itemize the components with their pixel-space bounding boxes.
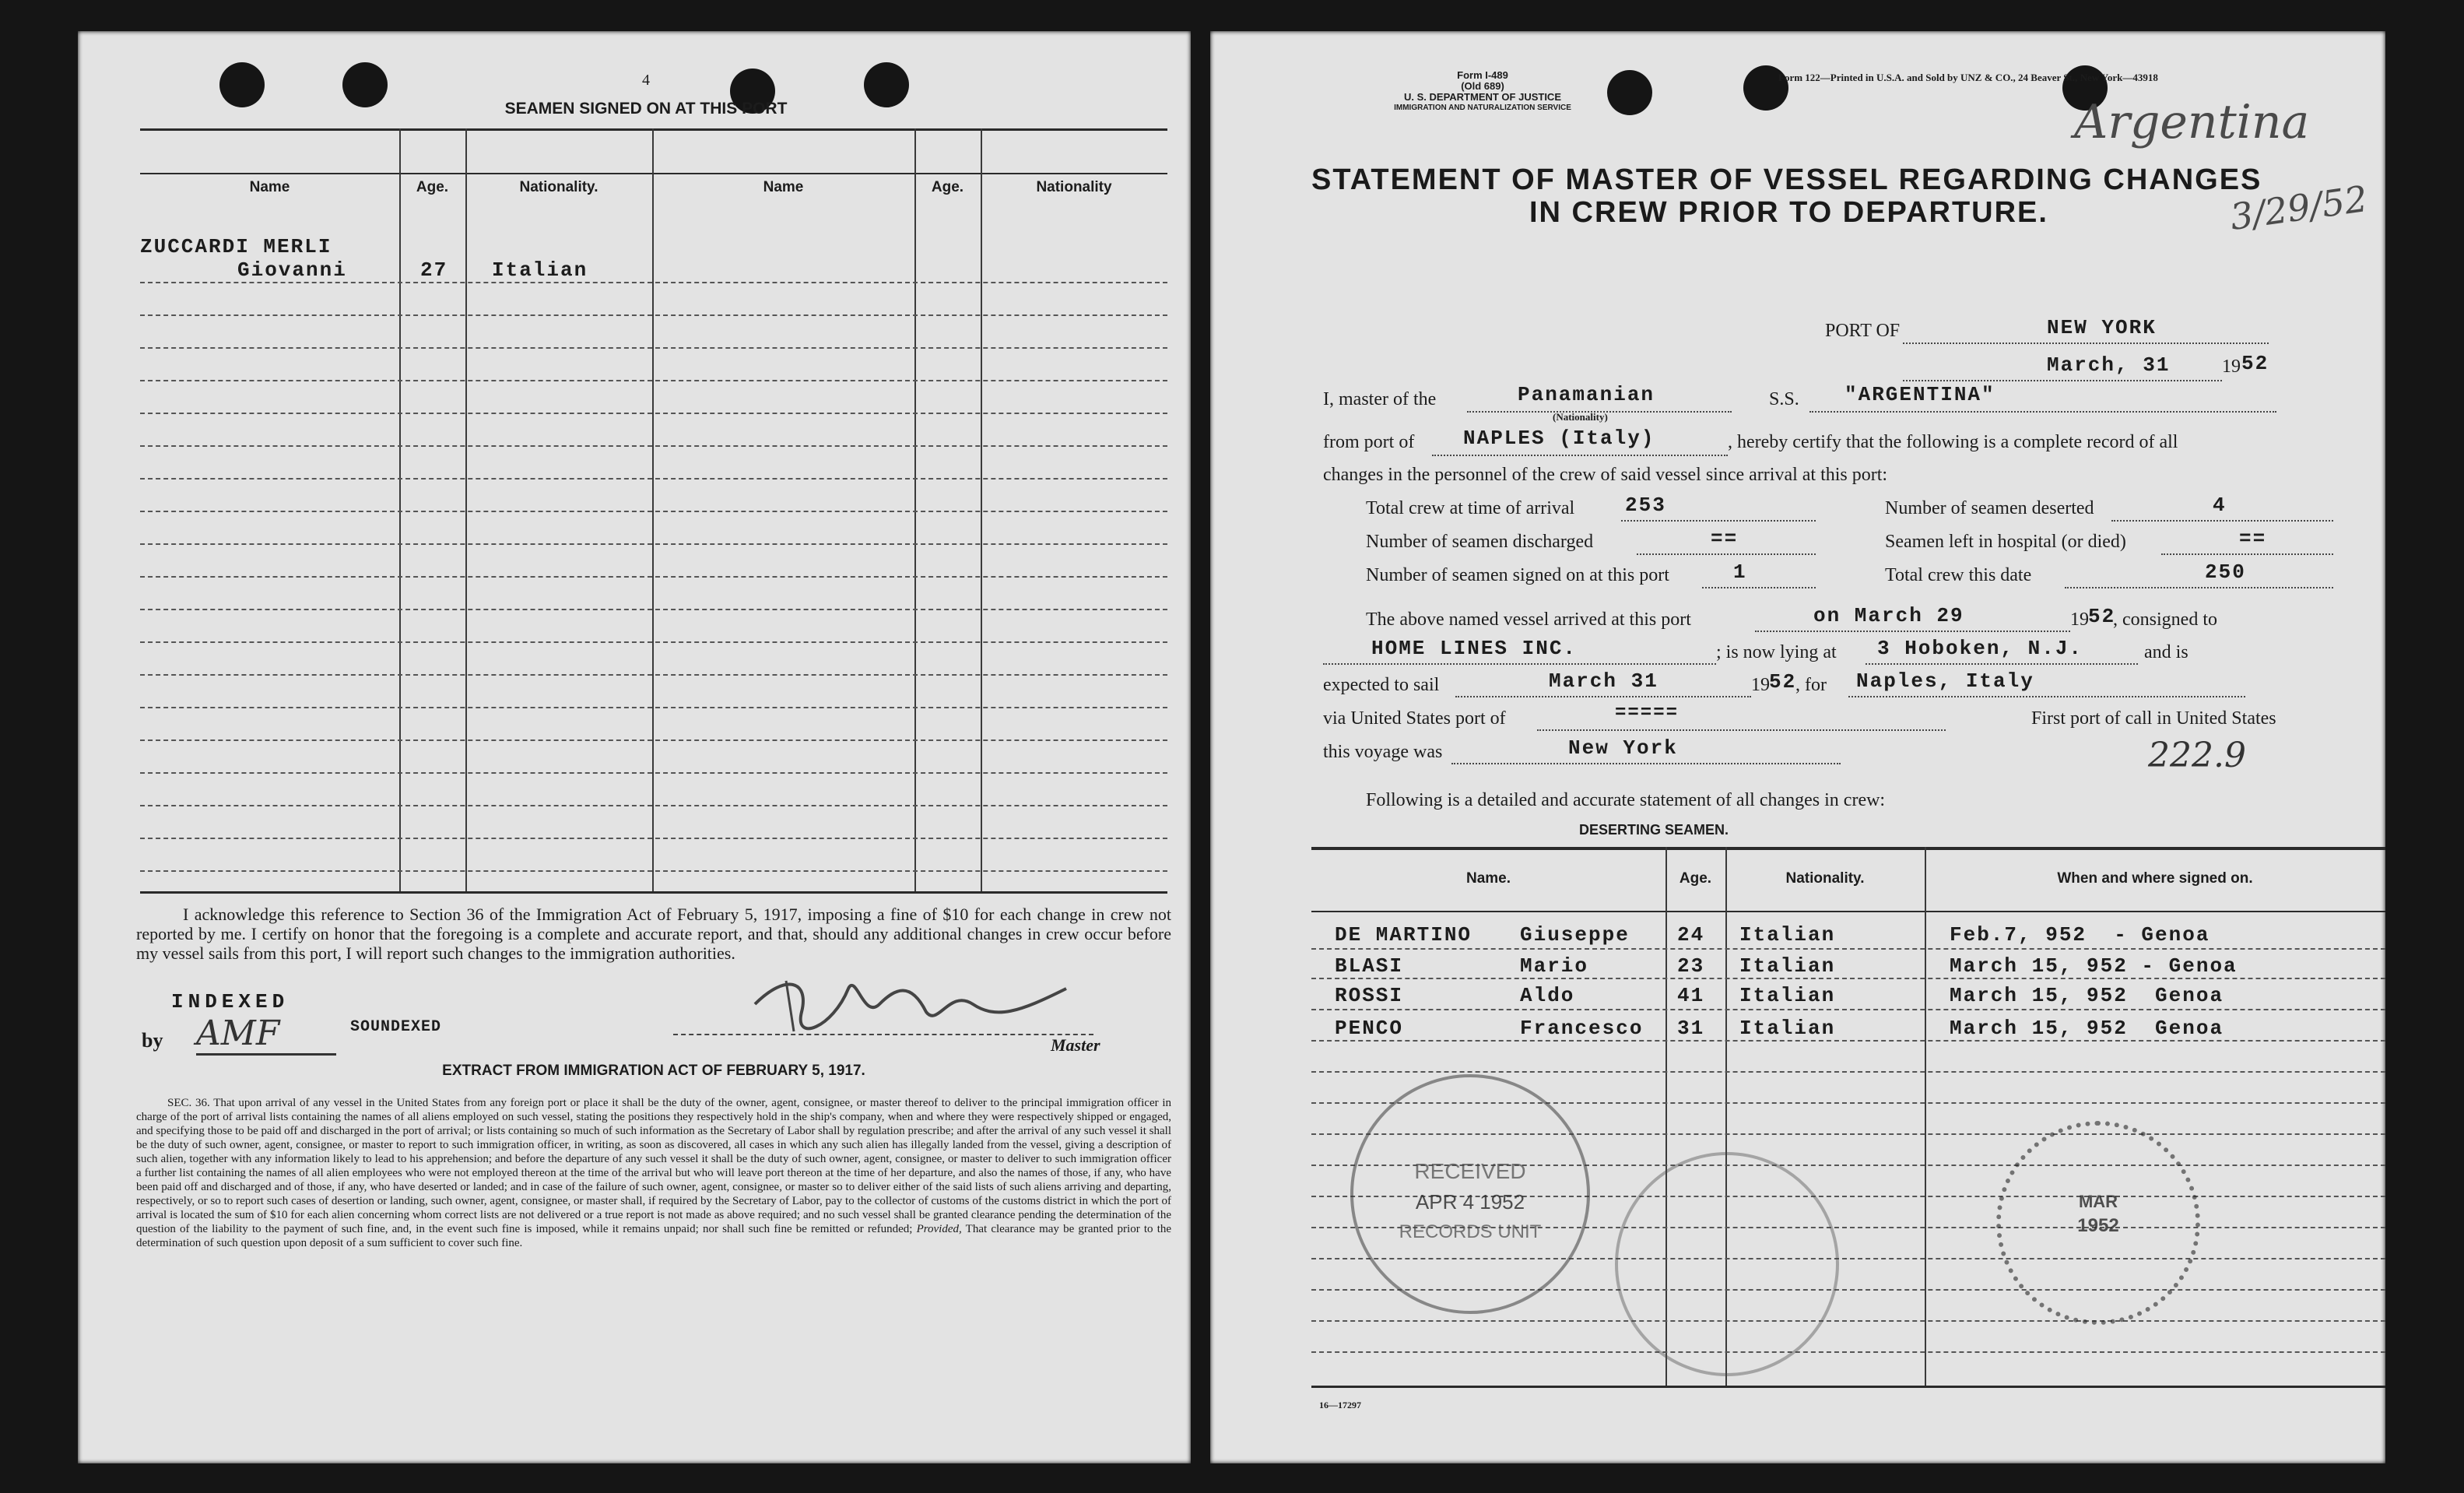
deserted-label: Number of seamen deserted — [1885, 498, 2094, 518]
column-divider — [465, 128, 467, 891]
total-date-label: Total crew this date — [1885, 565, 2032, 585]
deserter-given-name: Aldo — [1520, 984, 1575, 1007]
ship-field — [1809, 383, 2276, 413]
deserters-table-bottom — [1311, 1386, 2385, 1388]
stamp-received-label: RECEIVED — [1414, 1159, 1526, 1183]
deserter-given-name: Francesco — [1520, 1017, 1644, 1040]
expected-label: expected to sail — [1323, 675, 1440, 695]
deserter-nationality: Italian — [1739, 1017, 1836, 1040]
deserter-signed-on: March 15, 952 Genoa — [1950, 984, 2224, 1007]
column-header-when-where: When and where signed on. — [2057, 870, 2253, 887]
deserter-nationality: Italian — [1739, 984, 1836, 1007]
column-divider — [399, 128, 401, 891]
ruled-line — [140, 609, 1167, 610]
ruled-line — [140, 413, 1167, 414]
ruled-line — [140, 805, 1167, 806]
ruled-line — [1311, 1351, 2385, 1353]
destination-field — [1848, 669, 2245, 697]
deserter-nationality: Italian — [1739, 954, 1836, 978]
total-arrival-label: Total crew at time of arrival — [1366, 498, 1575, 518]
deserter-signed-on: March 15, 952 Genoa — [1950, 1017, 2224, 1040]
column-header-age: Age. — [931, 179, 964, 195]
signed-on-field — [1702, 560, 1816, 588]
ruled-line — [140, 478, 1167, 480]
form-title — [1311, 163, 2385, 229]
nationality-value: Panamanian — [1518, 383, 1655, 406]
table-top-rule — [140, 128, 1167, 131]
footer-code: 16—17297 — [1319, 1400, 1361, 1410]
total-arrival-field — [1621, 494, 1816, 522]
sail-year: 52 — [1769, 670, 1797, 694]
indexer-initials: AMF — [196, 1013, 336, 1056]
certify-text: , hereby certify that the following is a complete record of all — [1728, 432, 2178, 452]
ruled-line — [1311, 1320, 2385, 1322]
signed-on-value: 1 — [1733, 560, 1747, 584]
first-port-label: First port of call in United States — [2031, 708, 2276, 729]
deserter-age: 31 — [1677, 1017, 1705, 1040]
column-header-name: Name. — [1465, 870, 1511, 887]
stamp-records-unit: RECORDS UNIT — [1399, 1221, 1542, 1242]
handwritten-number: 222.9 — [2148, 736, 2246, 775]
section-label: SEC. 36. — [167, 1097, 210, 1109]
handwritten-ship-name: Argentina — [2074, 95, 2310, 149]
via-label: via United States port of — [1323, 708, 1506, 729]
consigned-label: , consigned to — [2113, 609, 2217, 630]
by-label: by — [142, 1029, 163, 1052]
section-body: That upon arrival of any vessel in the United States from any foreign port or place it shall be the duty of the owner, agent, consignee, or master thereof to deliver to the principal immigration officer in charge of the port of arrival lists containing the names of all aliens employed on such vessel, stating the positions they respectively hold in the ship's company, when and where they were respectively shipped or engaged, and specifying those to be paid off and discharged in the port of arrival; or lists containing so much of such information as the Secretary of Labor shall by regulation prescribe; and after the arrival of any such vessel it shall be the duty of such owner, agent, consignee, or master to report to such immigration officer, in writing, as soon as discovered, all cases in which any such alien has illegally landed from the vessel, giving a description of such alien, together with any information likely to lead to his apprehension; and before the departure of any such vessel it shall be the duty of such owner, agent, consignee, or master to deliver to such immigration officer a further list containing the names of all alien employees who were not employed thereon at the time of the arrival but who will leave port thereon at the time of her departure, and also the names of those, if any, who have been paid off and discharged and of those, if any, who have deserted or landed; and in case of the failure of such owner, agent, consignee, or master so to deliver either of the said lists of such aliens arriving and departing, respectively, or so to report such cases of desertion or landing, such owner, agent, consignee, or master shall, if required by the Secretary of Labor, pay to the collector of customs of the customs district in which the port of arrival is located the sum of $10 for each alien concerning whom correct lists are not delivered or a true report is not made as above required; and no such vessel shall be granted clearance pending the determination of the question of the liability to the payment of such fine, and, in the event such fine is imposed, while it remains unpaid; nor shall such fine be remitted or refunded; — [136, 1097, 1171, 1235]
arrived-field — [1755, 604, 2070, 632]
hospital-label: Seamen left in hospital (or died) — [1885, 532, 2126, 552]
acknowledgment-text: I acknowledge this reference to Section 36 of the Immigration Act of February 5, 1917, imposing a fine of $10 for each change in crew not reported by me. I certify on honor that the foregoing is a complete and accurate report, and that, should any additional changes in crew occur before my vessel sails from this port, I will report such changes to the immigration authorities. — [136, 905, 1171, 963]
section-tail: That clearance may be granted prior to the determination of such question upon deposit of a sum sufficient to cover such fine. — [136, 1223, 1172, 1249]
sail-year-prefix: 19 — [1751, 675, 1770, 695]
arrived-value: on March 29 — [1813, 604, 1964, 627]
nationality-caption: (Nationality) — [1553, 411, 1608, 423]
column-divider — [914, 128, 916, 891]
ruled-line — [1311, 1040, 2385, 1042]
form-identification — [1385, 70, 1580, 114]
nationality-field — [1467, 383, 1732, 413]
column-header-age: Age. — [1679, 870, 1712, 887]
service: IMMIGRATION AND NATURALIZATION SERVICE — [1394, 104, 1571, 112]
ruled-line — [140, 380, 1167, 381]
master-signature — [739, 957, 1113, 1043]
ruled-line — [140, 347, 1167, 349]
from-port-field — [1432, 427, 1728, 456]
from-port-label: from port of — [1323, 432, 1415, 452]
punch-hole — [1607, 70, 1652, 115]
arrived-year: 52 — [2088, 605, 2116, 628]
handwritten-date: 3/29/52 — [2227, 177, 2371, 239]
sail-date-field — [1455, 669, 1751, 697]
total-date-field — [2065, 560, 2333, 588]
consignee-field — [1323, 637, 1716, 665]
title-line-2: IN CREW PRIOR TO DEPARTURE. — [1529, 196, 2048, 229]
total-date-value: 250 — [2205, 560, 2246, 584]
column-header-nationality: Nationality. — [1785, 870, 1865, 887]
hospital-value: == — [2239, 527, 2267, 550]
seaman-surname: ZUCCARDI MERLI — [140, 235, 332, 258]
punch-hole — [864, 62, 909, 107]
sail-date-value: March 31 — [1549, 669, 1658, 693]
form-old: (Old 689) — [1461, 80, 1504, 92]
deserter-given-name: Mario — [1520, 954, 1589, 978]
faded-stamp — [1615, 1152, 1839, 1376]
from-port-value: NAPLES (Italy) — [1463, 427, 1655, 450]
stamp-date: APR 4 1952 — [1415, 1190, 1525, 1214]
ruled-line — [140, 739, 1167, 741]
deserters-header-rule — [1311, 911, 2385, 912]
column-header-name: Name — [249, 179, 290, 195]
discharged-field — [1637, 527, 1816, 555]
date-field — [1903, 352, 2222, 381]
lying-field — [1866, 637, 2138, 665]
punch-hole — [219, 62, 265, 107]
column-header-nationality: Nationality. — [519, 179, 598, 195]
lying-label: ; is now lying at — [1716, 642, 1837, 662]
and-is-label: and is — [2144, 642, 2188, 662]
ruled-line — [140, 445, 1167, 447]
discharged-label: Number of seamen discharged — [1366, 532, 1594, 552]
ruled-line — [140, 870, 1167, 872]
ruled-line — [140, 282, 1167, 283]
table-header-rule — [140, 173, 1167, 174]
indexed-stamp: INDEXED — [171, 990, 290, 1013]
ruled-line — [140, 707, 1167, 708]
form-id: Form I-489 — [1457, 69, 1508, 81]
consignee-value: HOME LINES INC. — [1371, 637, 1578, 660]
deserter-signed-on: March 15, 952 - Genoa — [1950, 954, 2238, 978]
ruled-line — [140, 543, 1167, 545]
discharged-value: == — [1711, 527, 1739, 550]
soundexed-stamp: SOUNDEXED — [350, 1018, 442, 1036]
deserter-age: 41 — [1677, 984, 1705, 1007]
ss-label: S.S. — [1769, 389, 1799, 409]
title-line-1: STATEMENT OF MASTER OF VESSEL REGARDING CHANGES — [1311, 163, 2262, 196]
department: U. S. DEPARTMENT OF JUSTICE — [1404, 91, 1561, 103]
following-text: Following is a detailed and accurate statement of all changes in crew: — [1366, 790, 1886, 810]
column-divider — [652, 128, 654, 891]
section-36-text — [136, 1096, 1171, 1250]
port-field — [1903, 316, 2269, 344]
master-of-label: I, master of the — [1323, 389, 1437, 409]
ruled-line — [140, 576, 1167, 578]
signed-on-label: Number of seamen signed on at this port — [1366, 565, 1669, 585]
destination-value: Naples, Italy — [1856, 669, 2034, 693]
seaman-nationality: Italian — [492, 258, 588, 282]
ship-name: "ARGENTINA" — [1844, 383, 1995, 406]
deserters-table-top — [1311, 847, 2385, 850]
deserter-surname: ROSSI — [1335, 984, 1404, 1007]
port-value: NEW YORK — [2047, 316, 2157, 339]
stamp-month: MAR — [2078, 1192, 2118, 1211]
ruled-line — [140, 674, 1167, 676]
port-label: PORT OF — [1825, 321, 1901, 341]
deserter-surname: BLASI — [1335, 954, 1404, 978]
arrived-year-prefix: 19 — [2070, 609, 2089, 630]
date-year-prefix: 19 — [2222, 357, 2241, 377]
master-signature-line — [673, 1034, 1093, 1035]
ruled-line — [1311, 1071, 2385, 1073]
received-stamp — [1350, 1074, 1590, 1314]
deserter-age: 24 — [1677, 923, 1705, 947]
table-bottom-rule — [140, 891, 1167, 894]
dated-stamp — [1996, 1121, 2200, 1325]
deserted-value: 4 — [2213, 494, 2227, 517]
total-arrival-value: 253 — [1625, 494, 1666, 517]
provided-word: Provided, — [916, 1223, 962, 1235]
master-label: Master — [1051, 1035, 1100, 1055]
ruled-line — [140, 838, 1167, 839]
punch-hole — [342, 62, 388, 107]
section-title: DESERTING SEAMEN. — [1578, 822, 1729, 838]
ruled-line — [1311, 948, 2385, 950]
ruled-line — [140, 641, 1167, 643]
column-header-name: Name — [763, 179, 804, 195]
lying-value: 3 Hoboken, N.J. — [1877, 637, 2083, 660]
column-divider — [981, 128, 982, 891]
date-value: March, 31 — [2047, 353, 2171, 377]
via-value: ===== — [1615, 703, 1680, 724]
ruled-line — [140, 772, 1167, 774]
extract-title: EXTRACT FROM IMMIGRATION ACT OF FEBRUARY 5, 1917. — [442, 1063, 865, 1079]
ruled-line — [140, 511, 1167, 512]
date-year: 52 — [2241, 352, 2269, 375]
voyage-label: this voyage was — [1323, 742, 1443, 762]
voyage-value: New York — [1568, 736, 1678, 760]
ruled-line — [140, 314, 1167, 316]
deserter-given-name: Giuseppe — [1520, 923, 1630, 947]
deserter-surname: PENCO — [1335, 1017, 1404, 1040]
for-label: , for — [1795, 675, 1827, 695]
hospital-field — [2161, 527, 2333, 555]
column-divider — [1925, 847, 1926, 1386]
ruled-line — [1311, 1009, 2385, 1010]
stamp-year: 1952 — [2077, 1215, 2119, 1236]
arrived-label: The above named vessel arrived at this port — [1366, 609, 1691, 630]
seaman-age: 27 — [420, 258, 448, 282]
printer-line: Form 122—Printed in U.S.A. and Sold by UNZ & CO., 24 Beaver St., New York—43918 — [1778, 72, 2158, 83]
column-header-nationality: Nationality — [1036, 179, 1112, 195]
ruled-line — [1311, 978, 2385, 979]
page-title: SEAMEN SIGNED ON AT THIS PORT — [504, 100, 788, 118]
deserted-field — [2111, 494, 2333, 522]
deserter-nationality: Italian — [1739, 923, 1836, 947]
voyage-field — [1451, 736, 1841, 764]
column-header-age: Age. — [416, 179, 449, 195]
deserter-surname: DE MARTINO — [1335, 923, 1472, 947]
seaman-given-name: Giovanni — [237, 258, 347, 282]
left-page — [78, 31, 1191, 1463]
certify-text-2: changes in the personnel of the crew of said vessel since arrival at this port: — [1323, 465, 1888, 485]
right-page — [1210, 31, 2385, 1463]
via-field — [1537, 703, 1946, 731]
deserter-signed-on: Feb.7, 952 - Genoa — [1950, 923, 2210, 947]
deserter-age: 23 — [1677, 954, 1705, 978]
page-number: 4 — [642, 72, 650, 89]
